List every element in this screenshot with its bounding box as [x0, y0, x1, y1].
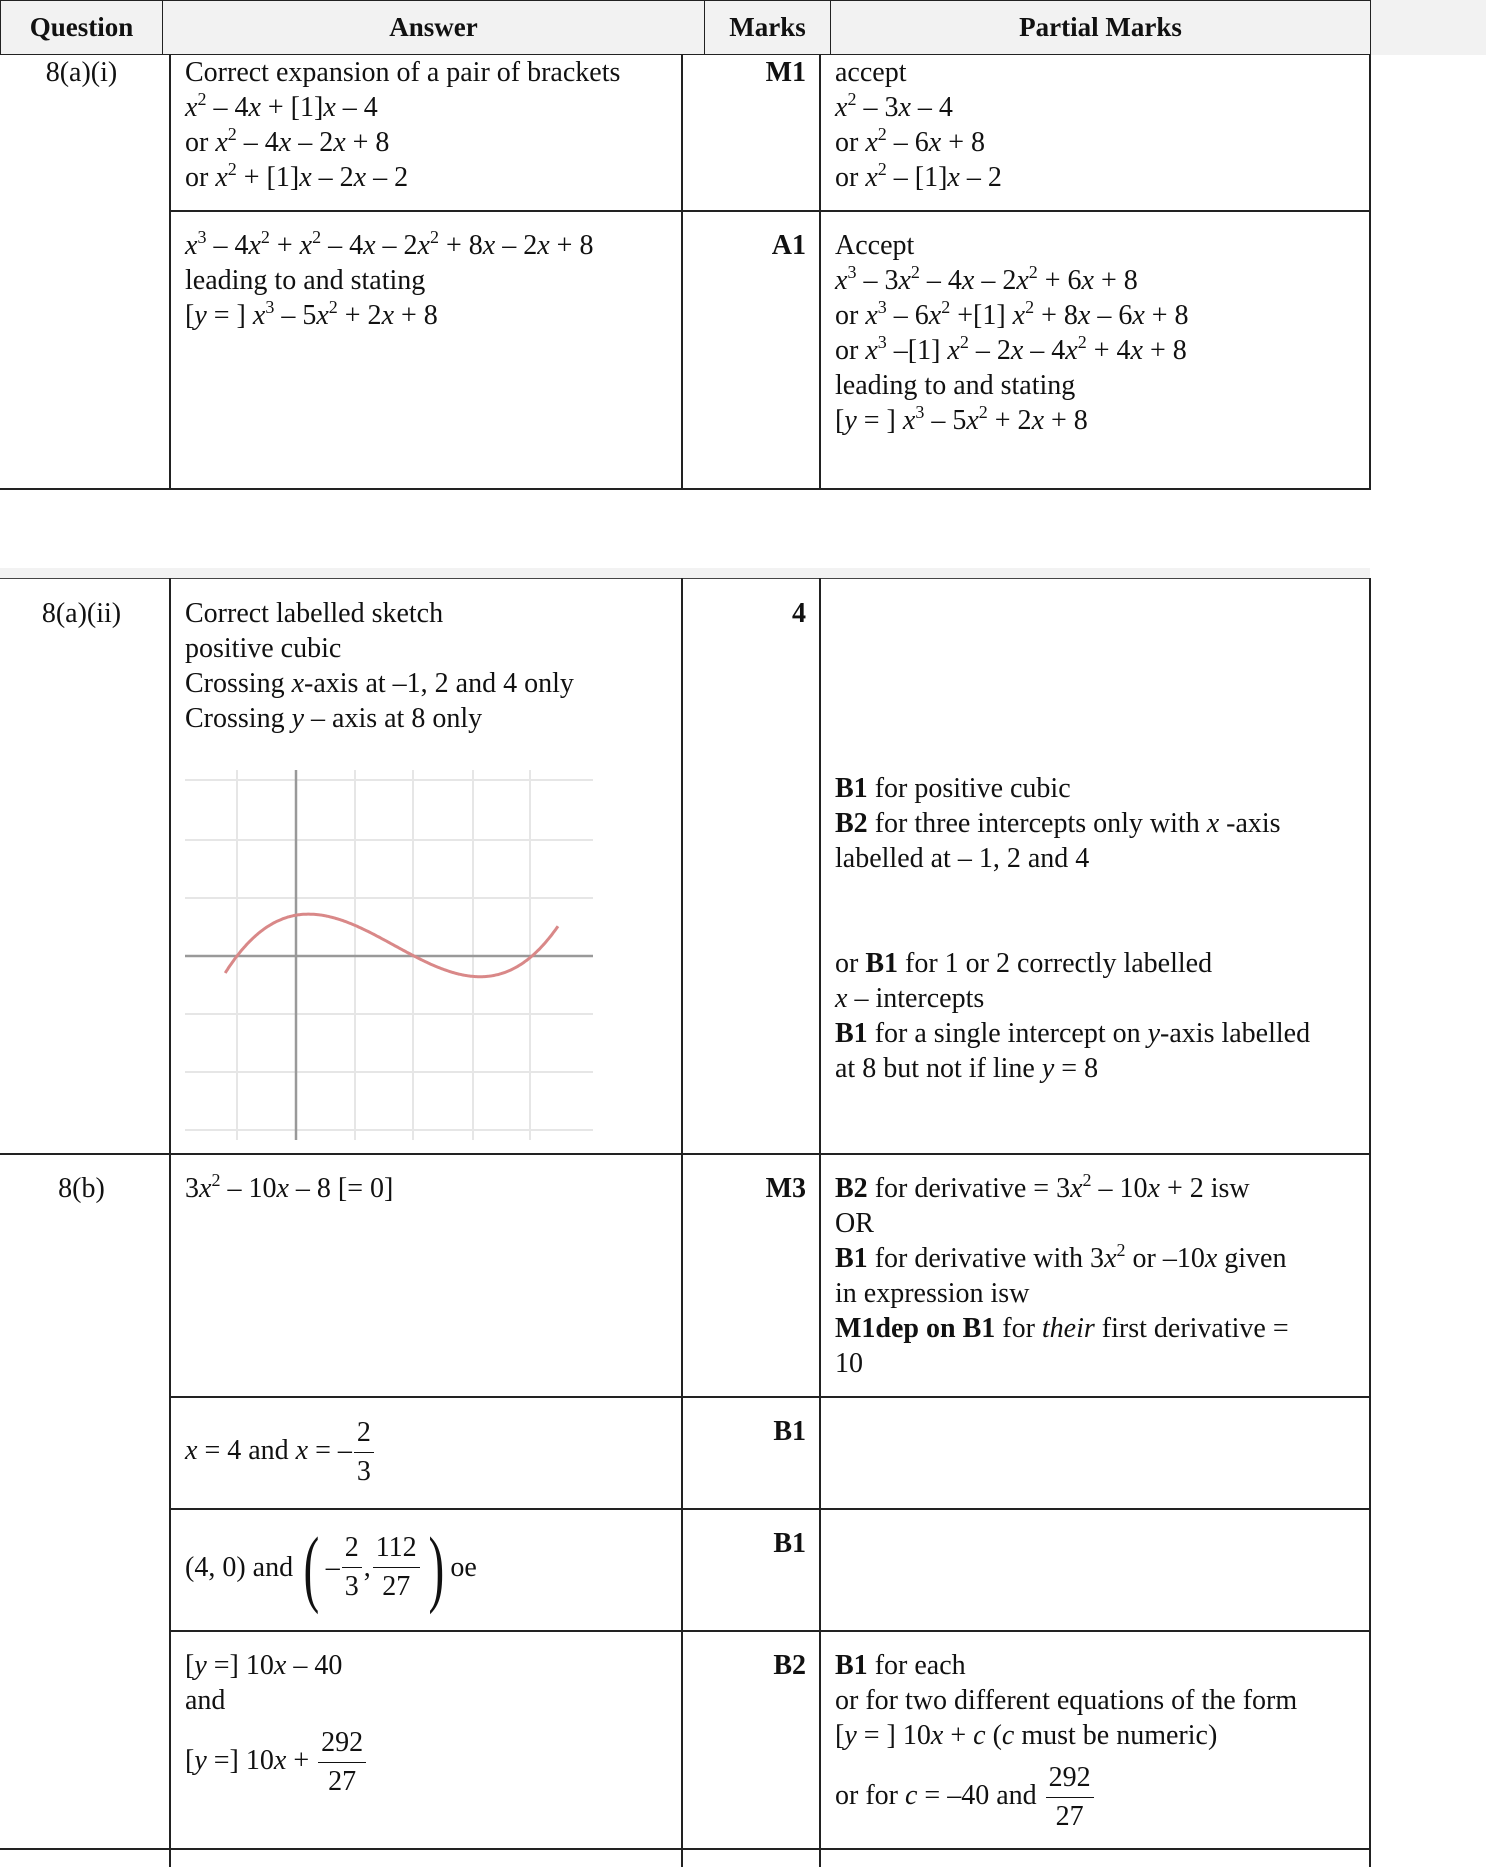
answer-8b-tangent2: [y =] 10x + $\frac{292}{27}$	[185, 1718, 368, 1798]
partial-8b-row1	[835, 1171, 1289, 1381]
partial-8aii-or-b1: or B1 for 1 or 2 correctly labelled	[835, 948, 1213, 979]
mark-8b-b2: B2	[773, 1650, 806, 1681]
partial-8b-form: [y = ] 10x + c (c must be numeric)	[835, 1720, 1218, 1751]
answer-8b-row4	[185, 1648, 368, 1798]
t1-divider-3	[819, 55, 821, 490]
header-marks-label: Marks	[729, 12, 806, 42]
partial-8aii-alt	[835, 946, 1310, 1086]
answer-8ai-expr1: $x^2 - 4x + [1]x - 4$	[185, 89, 378, 123]
t2-row-divider-8aii	[0, 1153, 1371, 1155]
answer-8ai-leading: leading to and stating	[185, 265, 426, 296]
t1-divider-2	[681, 55, 683, 490]
partial-8ai-alt2: or $x^3 - 6x^2 +[1] x^2 + 8x - 6x + 8$	[835, 297, 1189, 331]
t2-divider-1	[169, 578, 171, 1867]
partial-8b-m1dep: M1dep on B1 for their first derivative =	[835, 1313, 1289, 1344]
partial-8ai-expr1: $x^2 - 3x - 4$	[835, 89, 953, 123]
t1-right-border	[1369, 55, 1371, 490]
answer-8b-tangent1: [y =] 10x – 40	[185, 1650, 343, 1681]
partial-8ai-result: [y = ] $x^3 - 5x^2 + 2x + 8$	[835, 402, 1088, 436]
answer-8b-oe: oe	[450, 1551, 477, 1583]
answer-8aii-crossing-x: Crossing x-axis at –1, 2 and 4 only	[185, 668, 574, 699]
answer-8b-point1: (4, 0) and	[185, 1551, 294, 1583]
partial-8ai-accept2: Accept	[835, 230, 915, 261]
answer-8ai-expr2: or $x^2 - 4x - 2x + 8$	[185, 124, 390, 158]
header-answer	[162, 0, 705, 55]
partial-8b-or: OR	[835, 1208, 874, 1239]
partial-8b-b2: B2 for derivative = $3x^2 - 10x + 2$ isw	[835, 1170, 1250, 1204]
t2-divider-2	[681, 578, 683, 1867]
answer-8ai-title: Correct expansion of a pair of brackets	[185, 57, 621, 88]
question-8aii	[0, 596, 163, 631]
mark-8b-b1-a: B1	[773, 1416, 806, 1447]
mark-8ai-m1: M1	[765, 57, 806, 88]
t2-row-divider-b1	[169, 1396, 1371, 1398]
partial-8b-isw: in expression isw	[835, 1278, 1030, 1309]
answer-8ai-expr3: or $x^2 + [1]x - 2x - 2$	[185, 159, 409, 193]
t1-row-divider	[169, 210, 1371, 212]
question-8b-label: 8(b)	[58, 1173, 105, 1204]
header-question-label: Question	[29, 12, 134, 42]
cubic-sketch	[185, 770, 593, 1140]
answer-8ai-result: [y = ] $x^3 - 5x^2 + 2x + 8$	[185, 297, 438, 331]
t2-top-border	[0, 578, 1371, 579]
right-paren: )	[428, 1519, 444, 1615]
partial-8aii-b2: B2 for three intercepts only with x -axis	[835, 808, 1281, 839]
partial-8ai-leading: leading to and stating	[835, 370, 1076, 401]
question-8ai	[0, 55, 163, 90]
partial-8ai-alt1: $x^3 - 3x^2 - 4x - 2x^2 + 6x + 8$	[835, 262, 1138, 296]
partial-8aii-b1: B1 for positive cubic	[835, 773, 1071, 804]
answer-8ai-full-expansion: $x^3 - 4x^2 + x^2 - 4x - 2x^2 + 8x - 2x + 8$	[185, 227, 594, 261]
fraction-two-thirds: $\frac{2}{3}$	[354, 1414, 374, 1491]
partial-8b-b1: B1 for derivative with $3x^2$ or –10x given	[835, 1240, 1287, 1274]
question-8b	[0, 1171, 163, 1206]
partial-8ai-accept: accept	[835, 57, 907, 88]
header-marks	[704, 0, 831, 55]
left-paren: (	[303, 1519, 320, 1615]
mark-8b-m3: M3	[765, 1173, 806, 1204]
partial-8aii-b2-line2: labelled at – 1, 2 and 4	[835, 843, 1090, 874]
t2-row-divider-b3	[169, 1630, 1371, 1632]
t1-divider-1	[169, 55, 171, 490]
mark-8b-b1-b: B1	[773, 1528, 806, 1559]
answer-8aii-crossing-y: Crossing y – axis at 8 only	[185, 703, 483, 734]
answer-8aii-line1: Correct labelled sketch	[185, 598, 444, 629]
t2-row-divider-b2	[169, 1508, 1371, 1510]
mark-8ai-a1: A1	[771, 230, 806, 261]
answer-8aii-line2: positive cubic	[185, 633, 342, 664]
partial-8b-ten: 10	[835, 1348, 863, 1379]
header-question	[0, 0, 163, 55]
partial-8ai-alt3: or $x^3$ –[1] $x^2 - 2x - 4x^2 + 4x + 8$	[835, 332, 1187, 366]
answer-8ai-row2	[185, 228, 593, 333]
partial-8aii-x-intercepts: x – intercepts	[835, 983, 985, 1014]
answer-8b-row2: x = 4 and x = – $\frac{2}{3}$	[185, 1414, 376, 1491]
answer-8b-derivative-eq: $3x^2 - 10x - 8$ [= 0]	[185, 1170, 394, 1204]
question-8aii-label: 8(a)(ii)	[41, 598, 122, 629]
answer-8b-row1	[185, 1171, 393, 1206]
header-band-right	[1370, 0, 1486, 55]
t2-divider-3	[819, 578, 821, 1867]
t2-bottom-line	[0, 1848, 1371, 1850]
partial-8ai-expr3: or $x^2 - [1]x - 2$	[835, 159, 1002, 193]
partial-8b-c-values: or for c = –40 and $\frac{292}{27}$	[835, 1753, 1297, 1833]
t1-bottom-border	[0, 488, 1371, 490]
answer-8b-point2: – $\frac{2}{3}$ , $\frac{112}{27}$	[326, 1529, 422, 1606]
partial-8aii	[835, 771, 1281, 876]
answer-8ai-row1	[185, 55, 620, 195]
header-partial-label: Partial Marks	[1019, 12, 1182, 42]
answer-8aii	[185, 596, 574, 736]
partial-8b-each: B1 for each	[835, 1650, 966, 1681]
sketch-cubic-curve	[225, 914, 558, 977]
header-partial	[830, 0, 1371, 55]
partial-8b-two-eq: or for two different equations of the form	[835, 1685, 1298, 1716]
partial-8ai-row2	[835, 228, 1189, 438]
partial-8b-row4	[835, 1648, 1297, 1833]
question-8ai-label: 8(a)(i)	[45, 57, 118, 88]
mark-8aii: 4	[792, 598, 806, 629]
answer-8b-row3	[185, 1519, 477, 1615]
header-answer-label: Answer	[389, 12, 478, 42]
partial-8aii-b1y-line2: at 8 but not if line y = 8	[835, 1053, 1099, 1084]
partial-8aii-b1y: B1 for a single intercept on y-axis labelled	[835, 1018, 1311, 1049]
partial-8ai-expr2: or $x^2 - 6x + 8$	[835, 124, 985, 158]
t2-right-border	[1369, 578, 1371, 1867]
partial-8ai-row1	[835, 55, 1002, 195]
answer-8b-and: and	[185, 1685, 226, 1716]
